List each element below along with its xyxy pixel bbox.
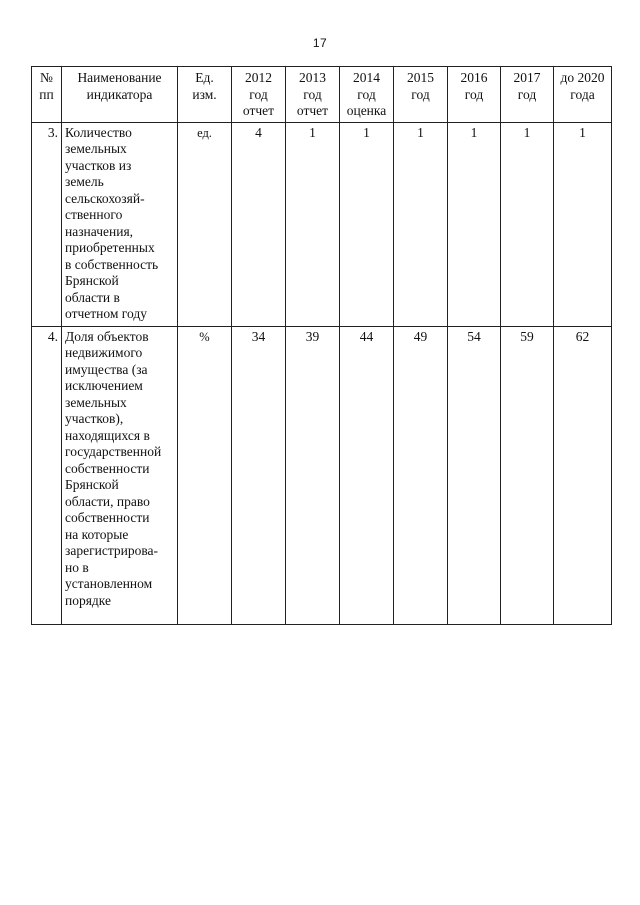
value-2014: 44 bbox=[340, 326, 394, 624]
value-2016: 54 bbox=[448, 326, 501, 624]
value-2012: 4 bbox=[232, 122, 286, 326]
value-2015: 1 bbox=[394, 122, 448, 326]
value-2013: 39 bbox=[286, 326, 340, 624]
header-2012: 2012 год отчет bbox=[232, 67, 286, 123]
value-2013: 1 bbox=[286, 122, 340, 326]
page-number: 17 bbox=[312, 36, 328, 50]
row-number: 4. bbox=[32, 326, 62, 624]
indicators-table bbox=[31, 66, 612, 625]
value-2020: 62 bbox=[554, 326, 612, 624]
value-2015: 49 bbox=[394, 326, 448, 624]
indicator-name: Доля объектов недвижимого имущества (за исключением земельных участков), находящихся в государственной собственности Брянской области, право собственности на которые зарегистрирова- но в установленном порядке bbox=[62, 326, 178, 624]
value-2012: 34 bbox=[232, 326, 286, 624]
unit-cell: % bbox=[178, 326, 232, 624]
header-name: Наименование индикатора bbox=[62, 67, 178, 123]
header-2014: 2014 год оценка bbox=[340, 67, 394, 123]
table-header-row bbox=[32, 67, 612, 123]
value-2017: 59 bbox=[501, 326, 554, 624]
header-2013: 2013 год отчет bbox=[286, 67, 340, 123]
value-2016: 1 bbox=[448, 122, 501, 326]
value-2014: 1 bbox=[340, 122, 394, 326]
value-2017: 1 bbox=[501, 122, 554, 326]
header-unit: Ед. изм. bbox=[178, 67, 232, 123]
value-2020: 1 bbox=[554, 122, 612, 326]
header-2017: 2017 год bbox=[501, 67, 554, 123]
header-2015: 2015 год bbox=[394, 67, 448, 123]
header-2020: до 2020 года bbox=[554, 67, 612, 123]
unit-cell: ед. bbox=[178, 122, 232, 326]
row-number: 3. bbox=[32, 122, 62, 326]
indicator-name: Количество земельных участков из земель сельскохозяй- ственного назначения, приобретенных в собственность Брянской области в отчетном году bbox=[62, 122, 178, 326]
header-2016: 2016 год bbox=[448, 67, 501, 123]
header-num: № пп bbox=[32, 67, 62, 123]
table-row bbox=[32, 326, 612, 624]
table-row bbox=[32, 122, 612, 326]
